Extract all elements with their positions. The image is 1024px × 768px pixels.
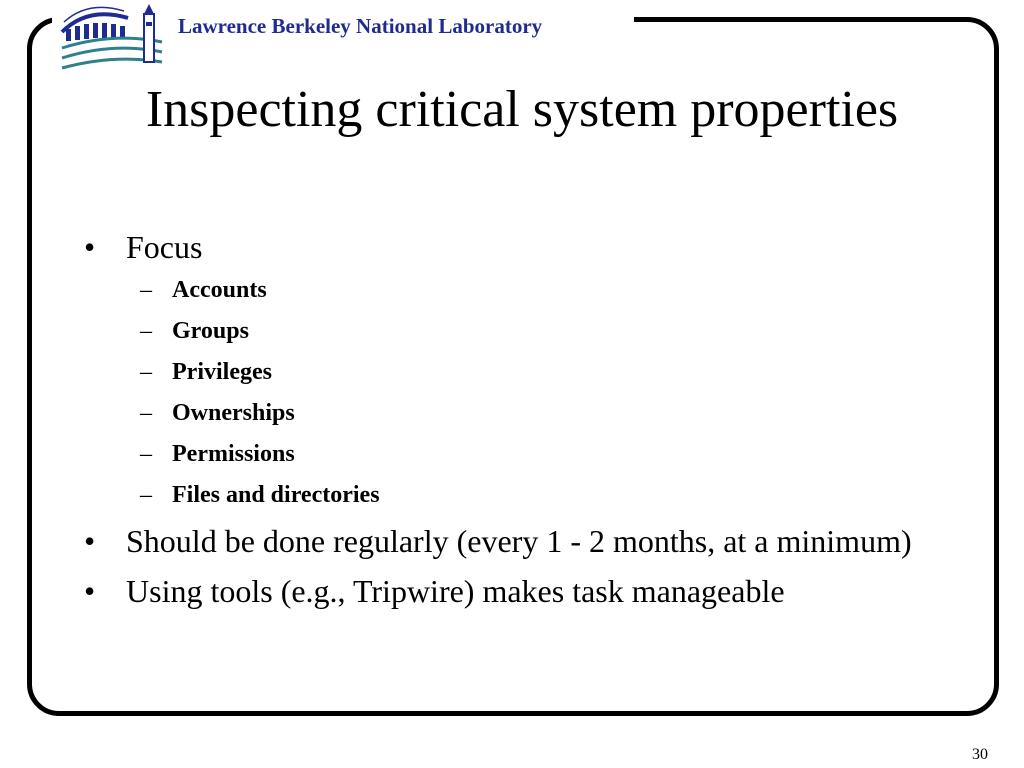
bullet-regularly [84,520,964,562]
sub-item-text: Files and directories [172,482,380,508]
page-number: 30 [972,746,988,763]
sub-item-text: Groups [172,318,249,344]
focus-sub-list [84,270,964,516]
dash-icon: – [140,482,152,508]
spacer [84,562,964,570]
sub-item-text: Ownerships [172,400,295,426]
sub-item-privileges [84,352,964,393]
sub-item-ownerships [84,393,964,434]
bullet-icon: • [84,523,96,559]
bullet-focus [84,226,964,268]
dash-icon: – [140,318,152,344]
slide-content [84,226,964,612]
sub-item-text: Permissions [172,441,295,467]
dash-icon: – [140,400,152,426]
organization-name: Lawrence Berkeley National Laboratory [178,14,543,38]
dash-icon: – [140,359,152,385]
sub-item-groups [84,311,964,352]
bullet-icon: • [84,573,96,609]
sub-item-files-and-directories [84,475,964,516]
bullet-icon: • [84,229,96,265]
bullet-text: Focus [126,229,203,265]
sub-item-permissions [84,434,964,475]
sub-item-accounts [84,270,964,311]
slide-title: Inspecting critical system properties [145,81,899,138]
berkeley-lab-logo-icon [58,2,168,70]
bullet-text: Using tools (e.g., Tripwire) makes task manageable [126,573,785,609]
bullet-text: Should be done regularly (every 1 - 2 months, at a minimum) [126,523,912,559]
dash-icon: – [140,441,152,467]
dash-icon: – [140,277,152,303]
sub-item-text: Privileges [172,359,272,385]
sub-item-text: Accounts [172,277,267,303]
bullet-tools [84,570,964,612]
